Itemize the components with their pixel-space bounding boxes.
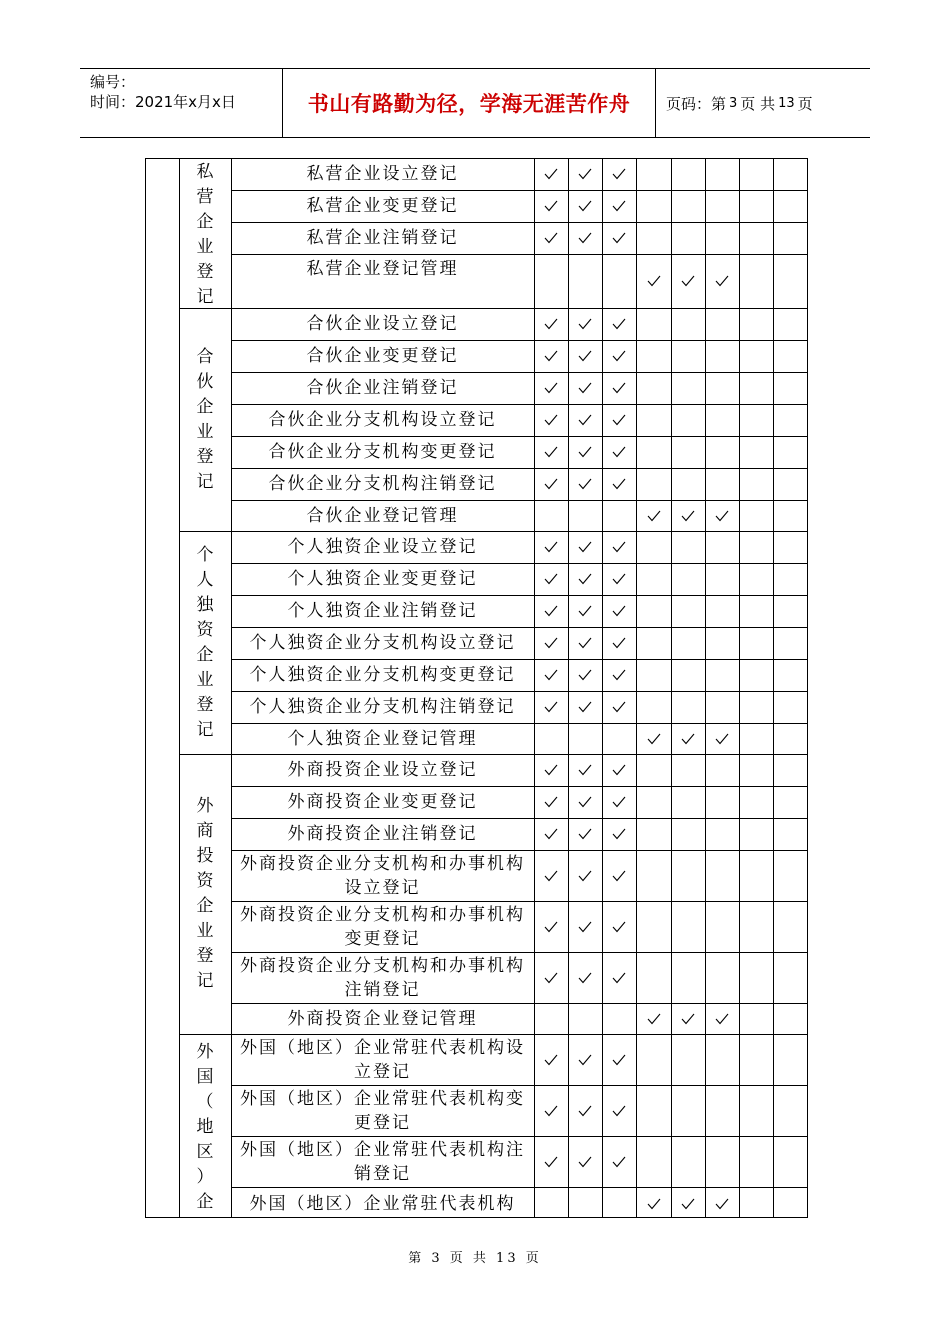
- check-icon: [647, 733, 661, 745]
- row-name: 个人独资企业登记管理: [287, 728, 478, 749]
- check-icon: [612, 921, 626, 933]
- check-icon: [544, 1054, 558, 1066]
- check-icon: [612, 796, 626, 808]
- check-icon: [612, 350, 626, 362]
- row-name: 个人独资企业注销登记: [287, 601, 478, 621]
- grid-hline: [231, 659, 808, 660]
- check-icon: [612, 1156, 626, 1168]
- row-name: 个人独资企业分支机构变更登记: [249, 665, 516, 685]
- row-name: 外商投资企业分支机构和办事机构注销登记: [240, 955, 525, 1000]
- check-icon: [578, 318, 592, 330]
- check-icon: [681, 1013, 695, 1025]
- check-icon: [715, 1013, 729, 1025]
- grid-vline: [705, 158, 706, 1217]
- check-icon: [544, 1105, 558, 1117]
- check-icon: [544, 382, 558, 394]
- check-icon: [544, 637, 558, 649]
- group-label: 私 营 企 业 登 记: [196, 162, 214, 307]
- grid-hline: [179, 531, 808, 532]
- check-icon: [612, 669, 626, 681]
- grid-vline: [773, 158, 774, 1217]
- check-icon: [578, 1105, 592, 1117]
- grid-hline: [231, 723, 808, 724]
- grid-hline: [231, 1003, 808, 1004]
- check-icon: [544, 573, 558, 585]
- check-icon: [578, 796, 592, 808]
- grid-hline: [145, 158, 808, 159]
- check-icon: [612, 870, 626, 882]
- grid-hline: [179, 754, 808, 755]
- row-name: 合伙企业登记管理: [306, 505, 459, 526]
- grid-hline: [231, 691, 808, 692]
- grid-hline: [231, 563, 808, 564]
- check-icon: [544, 350, 558, 362]
- check-icon: [544, 870, 558, 882]
- check-icon: [578, 828, 592, 840]
- check-icon: [612, 446, 626, 458]
- check-icon: [612, 382, 626, 394]
- check-icon: [578, 669, 592, 681]
- row-name: 外国（地区）企业常驻代表机构: [249, 1193, 516, 1214]
- check-icon: [578, 446, 592, 458]
- row-name: 私营企业登记管理: [306, 259, 459, 279]
- grid-vline: [602, 158, 603, 1217]
- grid-hline: [231, 595, 808, 596]
- grid-hline: [231, 468, 808, 469]
- grid-hline: [231, 1187, 808, 1188]
- grid-hline: [231, 190, 808, 191]
- row-name: 外商投资企业设立登记: [287, 760, 478, 780]
- grid-hline: [231, 404, 808, 405]
- grid-hline: [231, 818, 808, 819]
- row-name: 外国（地区）企业常驻代表机构变更登记: [240, 1088, 525, 1133]
- grid-vline: [636, 158, 637, 1217]
- row-name: 外国（地区）企业常驻代表机构设立登记: [240, 1037, 525, 1082]
- motto-text: 书山有路勤为径，学海无涯苦作舟: [307, 92, 631, 116]
- document-date-label: 时间：2021年x月x日: [90, 93, 236, 111]
- row-name: 合伙企业分支机构注销登记: [268, 474, 497, 494]
- check-icon: [544, 1156, 558, 1168]
- grid-vline: [807, 158, 808, 1217]
- check-icon: [612, 232, 626, 244]
- row-name: 合伙企业变更登记: [306, 346, 459, 366]
- check-icon: [578, 605, 592, 617]
- page-footer: 第 3 页 共 13 页: [408, 1251, 542, 1266]
- grid-hline: [231, 254, 808, 255]
- page-total: 13: [778, 95, 795, 111]
- check-icon: [544, 796, 558, 808]
- row-name: 私营企业注销登记: [306, 228, 459, 248]
- check-icon: [578, 168, 592, 180]
- check-icon: [647, 275, 661, 287]
- check-icon: [544, 446, 558, 458]
- check-icon: [612, 414, 626, 426]
- check-icon: [544, 921, 558, 933]
- row-name: 个人独资企业设立登记: [287, 537, 478, 557]
- check-icon: [578, 232, 592, 244]
- check-icon: [544, 168, 558, 180]
- check-icon: [578, 1054, 592, 1066]
- check-icon: [578, 414, 592, 426]
- check-icon: [715, 733, 729, 745]
- group-label: 外 商 投 资 企 业 登 记: [196, 796, 214, 991]
- check-icon: [578, 972, 592, 984]
- check-icon: [715, 275, 729, 287]
- row-name: 外商投资企业登记管理: [287, 1008, 478, 1029]
- check-icon: [612, 573, 626, 585]
- row-name: 合伙企业设立登记: [306, 314, 459, 334]
- grid-vline: [568, 158, 569, 1217]
- check-icon: [612, 637, 626, 649]
- check-icon: [612, 1054, 626, 1066]
- group-label: 个 人 独 资 企 业 登 记: [196, 544, 214, 740]
- group-label: 外 国 （ 地 区 ） 企: [196, 1041, 214, 1212]
- check-icon: [578, 764, 592, 776]
- check-icon: [578, 350, 592, 362]
- check-icon: [715, 1198, 729, 1210]
- check-icon: [647, 510, 661, 522]
- check-icon: [544, 541, 558, 553]
- grid-vline: [739, 158, 740, 1217]
- check-icon: [544, 318, 558, 330]
- check-icon: [681, 1198, 695, 1210]
- header-page-number: 页码：第 3 页 共 13 页: [666, 94, 813, 113]
- check-icon: [612, 828, 626, 840]
- check-icon: [544, 972, 558, 984]
- check-icon: [578, 1156, 592, 1168]
- check-icon: [578, 200, 592, 212]
- check-icon: [544, 764, 558, 776]
- check-icon: [578, 541, 592, 553]
- check-icon: [544, 478, 558, 490]
- row-name: 合伙企业分支机构变更登记: [268, 442, 497, 462]
- check-icon: [544, 414, 558, 426]
- check-icon: [544, 232, 558, 244]
- check-icon: [612, 541, 626, 553]
- row-name: 外商投资企业分支机构和办事机构设立登记: [240, 853, 525, 898]
- check-icon: [612, 605, 626, 617]
- check-icon: [612, 168, 626, 180]
- check-icon: [647, 1198, 661, 1210]
- grid-hline: [231, 372, 808, 373]
- check-icon: [544, 669, 558, 681]
- check-icon: [578, 382, 592, 394]
- check-icon: [578, 573, 592, 585]
- grid-vline: [671, 158, 672, 1217]
- grid-hline: [231, 222, 808, 223]
- check-icon: [647, 1013, 661, 1025]
- grid-hline: [179, 308, 808, 309]
- check-icon: [544, 828, 558, 840]
- check-icon: [578, 637, 592, 649]
- check-icon: [578, 921, 592, 933]
- grid-vline: [534, 158, 535, 1217]
- check-icon: [681, 510, 695, 522]
- page-current: 3: [729, 95, 738, 111]
- row-name: 外商投资企业变更登记: [287, 792, 478, 812]
- check-icon: [544, 701, 558, 713]
- grid-hline: [145, 1217, 808, 1218]
- row-name: 外国（地区）企业常驻代表机构注销登记: [240, 1139, 525, 1184]
- check-icon: [715, 510, 729, 522]
- grid-vline: [145, 158, 146, 1217]
- check-icon: [612, 1105, 626, 1117]
- grid-hline: [231, 786, 808, 787]
- document-number-label: 编号：: [90, 73, 136, 91]
- row-name: 个人独资企业分支机构注销登记: [249, 697, 516, 717]
- check-icon: [681, 275, 695, 287]
- check-icon: [544, 605, 558, 617]
- check-icon: [612, 318, 626, 330]
- check-icon: [544, 200, 558, 212]
- grid-hline: [231, 627, 808, 628]
- check-icon: [681, 733, 695, 745]
- row-name: 外商投资企业分支机构和办事机构变更登记: [240, 904, 525, 949]
- row-name: 合伙企业注销登记: [306, 378, 459, 398]
- grid-hline: [231, 436, 808, 437]
- check-icon: [612, 764, 626, 776]
- check-icon: [612, 200, 626, 212]
- row-name: 个人独资企业变更登记: [287, 569, 478, 589]
- grid-hline: [231, 500, 808, 501]
- group-label: 合 伙 企 业 登 记: [196, 346, 214, 492]
- row-name: 私营企业变更登记: [306, 196, 459, 216]
- grid-hline: [231, 340, 808, 341]
- check-icon: [612, 701, 626, 713]
- row-name: 个人独资企业分支机构设立登记: [249, 633, 516, 653]
- row-name: 外商投资企业注销登记: [287, 824, 478, 844]
- check-icon: [578, 701, 592, 713]
- check-icon: [578, 870, 592, 882]
- check-icon: [578, 478, 592, 490]
- grid-vline: [231, 158, 232, 1217]
- row-name: 合伙企业分支机构设立登记: [268, 410, 497, 430]
- row-name: 私营企业设立登记: [306, 164, 459, 184]
- check-icon: [612, 478, 626, 490]
- check-icon: [612, 972, 626, 984]
